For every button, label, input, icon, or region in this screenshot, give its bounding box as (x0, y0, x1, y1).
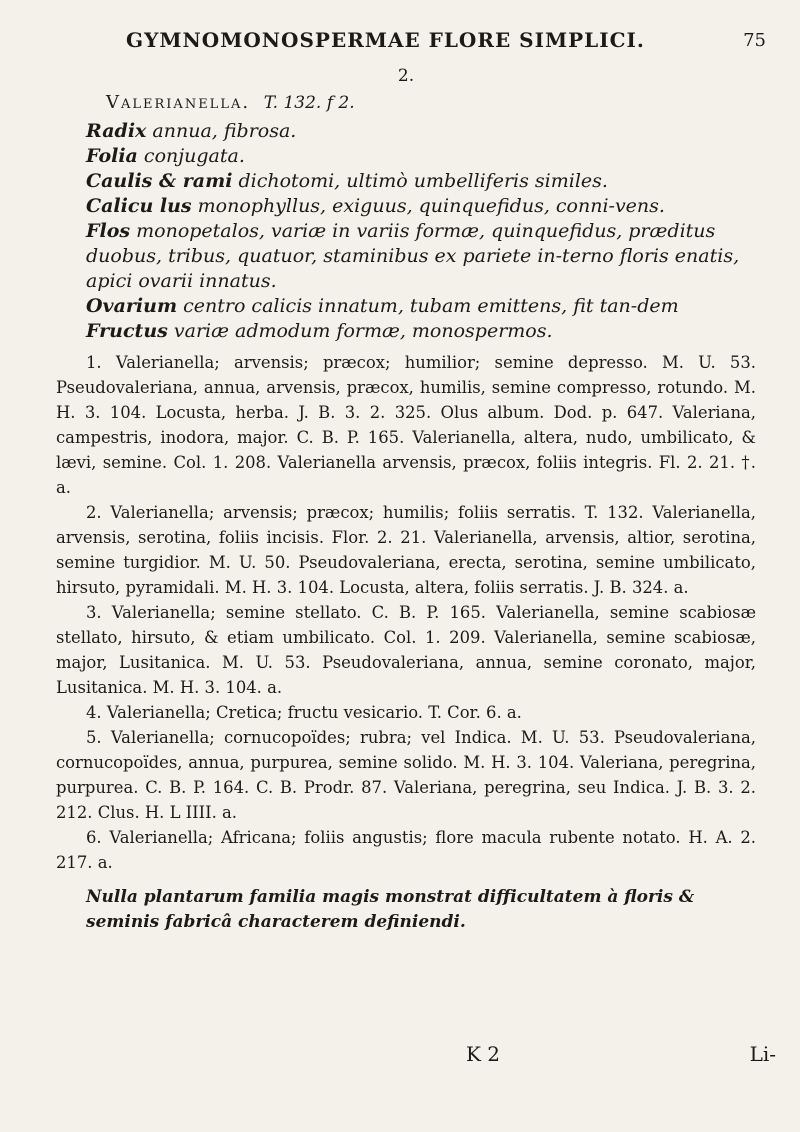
character-ovarium (86, 294, 756, 319)
character-caulis (86, 169, 756, 194)
genus-name: Valerianella. (106, 92, 251, 113)
character-text: dichotomi, ultimò umbelliferis similes. (238, 170, 608, 192)
character-folia (86, 144, 756, 169)
closing-note: Nulla plantarum familia magis monstrat difficultatem à floris & seminis fabricâ characterem definiendi. (86, 887, 695, 932)
character-text: monopetalos, variæ in variis formæ, quinquefidus, præditus duobus, tribus, quatuor, staminibus ex pariete in-terno floris enatis, apici ovarii innatus. (86, 220, 740, 292)
species-list (56, 350, 756, 875)
character-lead: Fructus (86, 320, 168, 342)
character-fructus (86, 319, 756, 344)
genus-heading (106, 92, 756, 113)
generic-characters (56, 119, 756, 344)
running-title: GYMNOMONOSPERMAE FLORE SIMPLICI. (126, 28, 645, 52)
character-caliculus (86, 194, 756, 219)
species-entry: 1. Valerianella; arvensis; præcox; humilior; semine depresso. M. U. 53. Pseudovaleriana, annua, arvensis, præcox, humilis, semine compresso, rotundo. M. H. 3. 104. Locusta, herba. J. B. 3. 2. 325. Olus album. Dod. p. 647. Valeriana, campestris, inodora, major. C. B. P. 165. Valerianella, altera, nudo, umbilicato, & lævi, semine. Col. 1. 208. Valerianella arvensis, præcox, foliis integris. Fl. 2. 21. †. a. (56, 353, 756, 497)
genus-reference: T. 132. f 2. (263, 93, 355, 113)
character-lead: Flos (86, 220, 131, 242)
species-entry: 5. Valerianella; cornucopoïdes; rubra; vel Indica. M. U. 53. Pseudovaleriana, cornucopoïdes, annua, purpurea, semine solido. M. H. 3. 104. Valeriana, peregrina, purpurea. C. B. P. 164. C. B. Prodr. 87. Valeriana, peregrina, seu Indica. J. B. 3. 2. 212. Clus. H. L IIII. a. (56, 728, 756, 822)
section-number: 2. (397, 66, 415, 86)
species-entry: 2. Valerianella; arvensis; præcox; humilis; foliis serratis. T. 132. Valerianella, arvensis, serotina, foliis incisis. Flor. 2. 21. Valerianella, arvensis, altior, serotina, semine turgidior. M. U. 50. Pseudovaleriana, erecta, serotina, semine umbilicato, hirsuto, pyramidali. M. H. 3. 104. Locusta, altera, foliis serratis. J. B. 324. a. (56, 503, 756, 597)
character-text: conjugata. (143, 145, 245, 167)
character-text: annua, fibrosa. (152, 120, 297, 142)
character-lead: Caulis & rami (86, 170, 233, 192)
species-entry: 4. Valerianella; Cretica; fructu vesicario. T. Cor. 6. a. (86, 703, 522, 722)
character-lead: Calicu lus (86, 195, 192, 217)
character-text: monophyllus, exiguus, quinquefidus, conni-vens. (197, 195, 665, 217)
character-lead: Folia (86, 145, 138, 167)
character-lead: Radix (86, 120, 147, 142)
catchword: Li- (749, 1042, 776, 1066)
character-lead: Ovarium (86, 295, 178, 317)
character-text: variæ admodum formæ, monospermos. (173, 320, 553, 342)
page-footer (56, 1042, 776, 1072)
signature-mark: K 2 (466, 1042, 501, 1066)
page (56, 22, 776, 1066)
character-radix (86, 119, 756, 144)
species-entry: 6. Valerianella; Africana; foliis angustis; flore macula rubente notato. H. A. 2. 217. a. (56, 828, 756, 872)
species-entry: 3. Valerianella; semine stellato. C. B. P. 165. Valerianella, semine scabiosæ stellato, hirsuto, & etiam umbilicato. Col. 1. 209. Valerianella, semine scabiosæ, major, Lusitanica. M. U. 53. Pseudovaleriana, annua, semine coronato, major, Lusitanica. M. H. 3. 104. a. (56, 603, 756, 697)
running-head (56, 22, 766, 62)
character-text: centro calicis innatum, tubam emittens, fit tan-dem (183, 295, 679, 317)
page-number: 75 (743, 30, 766, 51)
character-flos (86, 219, 756, 294)
